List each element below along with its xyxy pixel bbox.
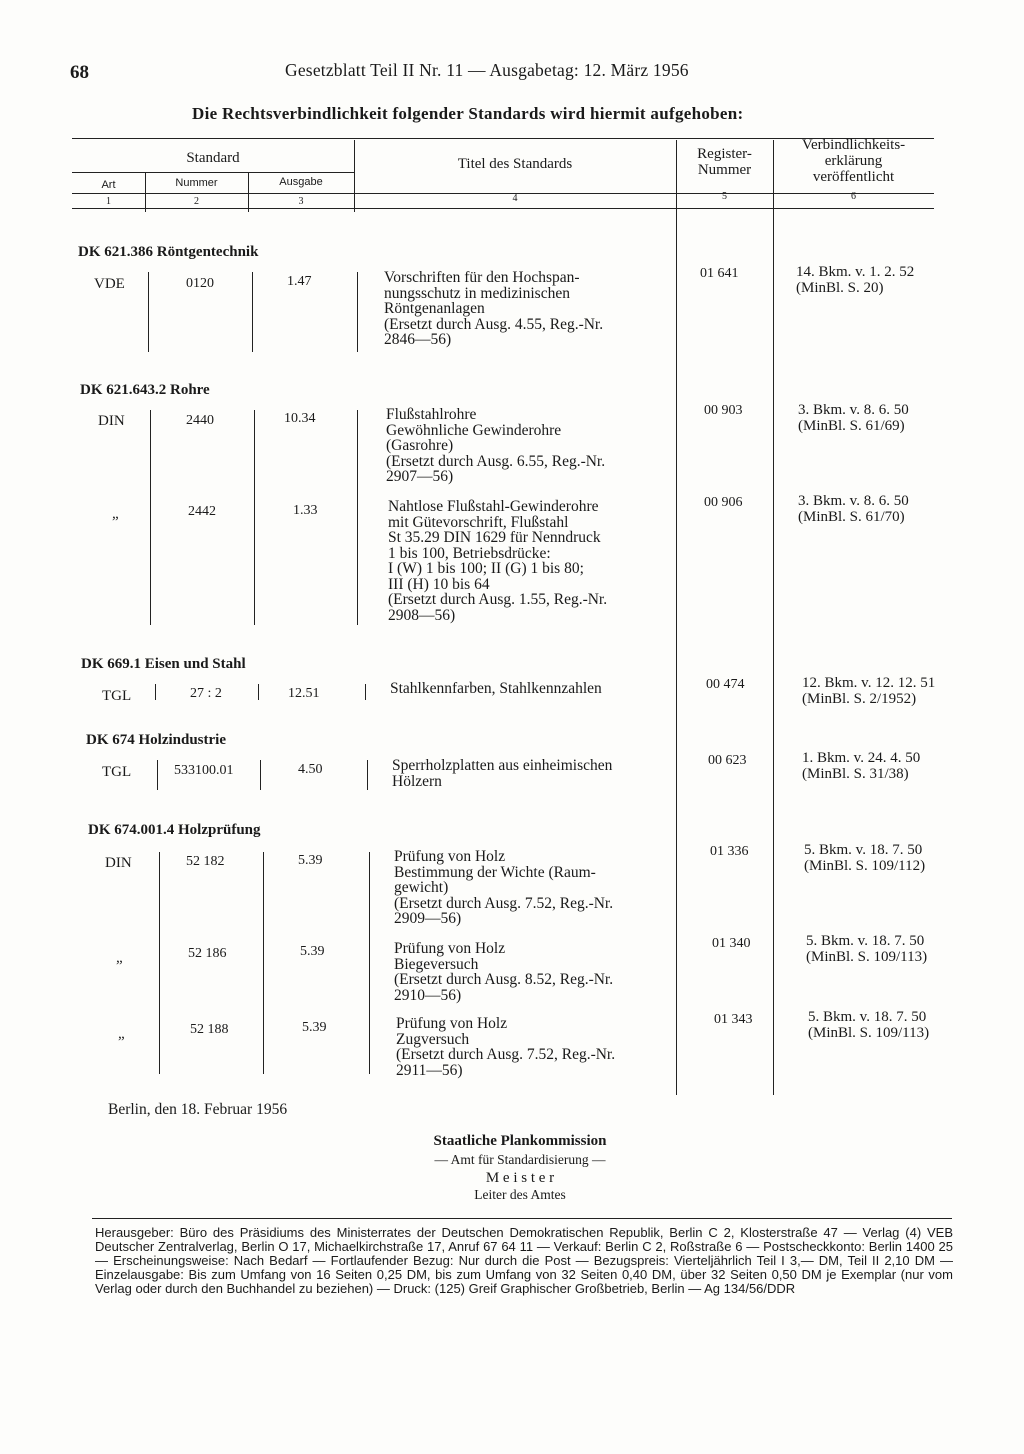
signature-role: Leiter des Amtes	[474, 1187, 566, 1202]
cell-nummer: 0120	[186, 276, 214, 291]
section-label: DK 621.643.2 Rohre	[80, 382, 210, 398]
row-divider	[254, 410, 255, 625]
col-divider-ref	[773, 140, 774, 1095]
col-number: 5	[722, 191, 727, 202]
row-divider	[263, 852, 264, 1074]
row-divider	[357, 410, 358, 625]
signature-office: — Amt für Standardisierung —	[434, 1152, 606, 1167]
row-divider	[159, 852, 160, 1074]
cell-ref: 3. Bkm. v. 8. 6. 50 (MinBl. S. 61/69)	[798, 402, 909, 434]
section-label: DK 674 Holzindustrie	[86, 732, 227, 748]
cell-art: TGL	[102, 688, 132, 704]
cell-titel: Nahtlose Flußstahl-Gewinderohre mit Gütevorschrift, Flußstahl St 35.29 DIN 1629 für Nenndruck 1 bis 100, Betriebsdrücke: I (W) 1 bis 100; II (G) 1 bis 80; III (H) 10 bis 64 (Ersetzt durch Ausg. 1.55, Reg.-Nr. 2908—56)	[388, 498, 608, 624]
cell-register: 00 474	[706, 677, 745, 692]
cell-nummer: 52 188	[190, 1022, 229, 1037]
row-divider	[365, 684, 366, 700]
cell-ausgabe: 1.47	[287, 274, 312, 289]
cell-nummer: 533100.01	[174, 763, 234, 778]
row-divider	[260, 760, 261, 790]
imprint-rule	[92, 1218, 952, 1219]
row-divider	[155, 684, 156, 700]
cell-register: 00 903	[704, 403, 743, 418]
row-divider	[369, 852, 370, 1074]
cell-nummer: 2442	[188, 504, 216, 519]
cell-ausgabe: 10.34	[284, 411, 316, 426]
cell-nummer: 52 186	[188, 946, 227, 961]
cell-titel: Stahlkennfarben, Stahlkennzahlen	[390, 680, 602, 697]
imprint: Herausgeber: Büro des Präsidiums des Ministerrates der Deutschen Demokratischen Republik, Berlin C 2, Klosterstraße 47 — Verlag (4) VEB Deutscher Zentralverlag, Berlin O 17, Michaelkirchstraße 17, Anruf 67 64 11 — Verkauf: Berlin C 2, Roßstraße 6 — Postscheckkonto: Berlin 1400 25 — Erscheinungsweise: Nach Bedarf — Fortlaufender Bezug: Nur durch die Post — Bezugspreis: Vierteljährlich Teil I 3,— DM, Teil II 2,10 DM — Einzelausgabe: Bis zum Umfang von 16 Seiten 0,25 DM, bis zum Umfang von 32 Seiten 0,40 DM, über 32 Seiten 0,50 DM je Exemplar (nur vom Verlag oder durch den Buchhandel zu beziehen) — Druck: (125) Greif Graphischer Großbetrieb, Berlin — Ag 134/56/DDR	[95, 1225, 953, 1296]
row-divider	[157, 760, 158, 790]
cell-ausgabe: 5.39	[298, 853, 323, 868]
place-date: Berlin, den 18. Februar 1956	[108, 1101, 288, 1118]
col-number: 6	[851, 191, 856, 202]
cell-nummer: 27 : 2	[190, 686, 222, 701]
section-label: DK 669.1 Eisen und Stahl	[81, 656, 246, 672]
cell-titel: Prüfung von Holz Zugversuch (Ersetzt durch Ausg. 7.52, Reg.-Nr. 2911—56)	[396, 1015, 616, 1079]
cell-ref: 5. Bkm. v. 18. 7. 50 (MinBl. S. 109/113)	[808, 1009, 930, 1041]
cell-art: VDE	[94, 276, 125, 292]
page-heading: Die Rechtsverbindlichkeit folgender Standards wird hiermit aufgehoben:	[192, 104, 744, 123]
row-divider	[258, 684, 259, 700]
cell-register: 01 641	[700, 266, 739, 281]
th-ausgabe: Ausgabe	[279, 176, 323, 188]
row-divider	[252, 272, 253, 352]
cell-ref: 5. Bkm. v. 18. 7. 50 (MinBl. S. 109/112)	[804, 842, 926, 874]
number-rule	[72, 208, 934, 209]
cell-titel: Sperrholzplatten aus einheimischen Hölzern	[392, 757, 613, 790]
section-label: DK 674.001.4 Holzprüfung	[88, 822, 261, 838]
cell-art: TGL	[102, 764, 132, 780]
cell-ref: 5. Bkm. v. 18. 7. 50 (MinBl. S. 109/113)	[806, 933, 928, 965]
cell-ref: 3. Bkm. v. 8. 6. 50 (MinBl. S. 61/70)	[798, 493, 909, 525]
cell-ausgabe: 4.50	[298, 762, 323, 777]
cell-ausgabe: 5.39	[302, 1020, 327, 1035]
cell-register: 01 340	[712, 936, 751, 951]
cell-ref: 1. Bkm. v. 24. 4. 50 (MinBl. S. 31/38)	[802, 750, 921, 782]
th-nummer: Nummer	[175, 177, 218, 189]
cell-art: DIN	[105, 855, 132, 871]
row-divider	[367, 760, 368, 790]
signature-name: M e i s t e r	[485, 1170, 555, 1186]
cell-ausgabe: 5.39	[300, 944, 325, 959]
cell-ausgabe: 1.33	[293, 503, 318, 518]
cell-register: 01 336	[710, 844, 749, 859]
cell-register: 00 906	[704, 495, 743, 510]
col-number: 3	[298, 196, 304, 207]
page-number: 68	[70, 62, 89, 83]
section-label: DK 621.386 Röntgentechnik	[78, 244, 259, 260]
cell-register: 01 343	[714, 1012, 753, 1027]
cell-ausgabe: 12.51	[288, 686, 320, 701]
col-divider-register	[676, 140, 677, 1095]
cell-register: 00 623	[708, 753, 747, 768]
th-art: Art	[101, 179, 116, 191]
signature-org: Staatliche Plankommission	[433, 1133, 607, 1149]
col-number: 2	[194, 196, 199, 207]
th-register: Register- Nummer	[697, 146, 752, 178]
cell-titel: Prüfung von Holz Biegeversuch (Ersetzt durch Ausg. 8.52, Reg.-Nr. 2910—56)	[394, 940, 614, 1004]
page-header: Gesetzblatt Teil II Nr. 11 — Ausgabetag: 12. März 1956	[285, 60, 689, 80]
th-standard: Standard	[186, 150, 240, 166]
row-divider	[357, 272, 358, 352]
th-titel: Titel des Standards	[457, 156, 573, 172]
cell-titel: Flußstahlrohre Gewöhnliche Gewinderohre (Gasrohre) (Ersetzt durch Ausg. 6.55, Reg.-Nr. 2907—56)	[386, 406, 606, 485]
cell-titel: Prüfung von Holz Bestimmung der Wichte (Raum- gewicht) (Ersetzt durch Ausg. 7.52, Reg.-Nr. 2909—56)	[394, 848, 614, 927]
row-divider	[150, 410, 151, 625]
row-divider	[148, 272, 149, 352]
cell-art: „	[112, 506, 119, 522]
th-verbindlichkeit: Verbindlichkeits- erklärung veröffentlicht	[801, 137, 906, 185]
cell-nummer: 52 182	[186, 854, 225, 869]
col-number: 1	[106, 196, 111, 207]
cell-titel: Vorschriften für den Hochspan- nungsschutz in medizinischen Röntgenanlagen (Ersetzt durch Ausg. 4.55, Reg.-Nr. 2846—56)	[384, 269, 604, 348]
cell-ref: 12. Bkm. v. 12. 12. 51 (MinBl. S. 2/1952)	[802, 675, 936, 707]
standard-sub-rule	[72, 172, 354, 173]
cell-art: „	[118, 1026, 125, 1042]
cell-art: „	[116, 950, 123, 966]
col-number: 4	[512, 193, 518, 204]
cell-nummer: 2440	[186, 413, 214, 428]
cell-ref: 14. Bkm. v. 1. 2. 52 (MinBl. S. 20)	[796, 264, 915, 296]
cell-art: DIN	[98, 413, 125, 429]
